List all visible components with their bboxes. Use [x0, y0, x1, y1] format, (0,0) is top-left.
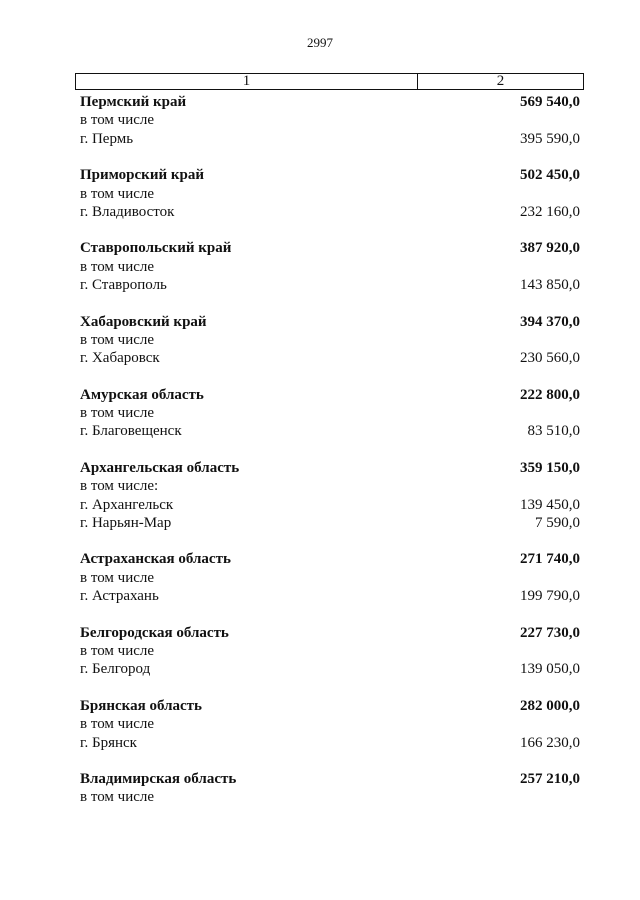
- subtitle-label: в том числе: [80, 716, 155, 733]
- region-block: [80, 239, 580, 294]
- city-value: 139 050,0: [520, 661, 580, 678]
- region-block: [80, 93, 580, 148]
- city-value: 139 450,0: [520, 496, 580, 513]
- subtitle-label: в том числе: [80, 569, 155, 586]
- region-name: Хабаровский край: [80, 313, 207, 330]
- subtitle-row: [80, 642, 580, 660]
- region-row: [80, 624, 580, 642]
- region-block: [80, 166, 580, 221]
- region-name: Приморский край: [80, 167, 204, 184]
- region-block: [80, 313, 580, 368]
- region-block: [80, 386, 580, 441]
- region-row: [80, 459, 580, 477]
- subtitle-row: [80, 185, 580, 203]
- subtitle-label: в том числе: [80, 331, 155, 348]
- region-row: [80, 313, 580, 331]
- region-row: [80, 239, 580, 257]
- city-name: г. Ставрополь: [80, 277, 167, 294]
- region-name: Владимирская область: [80, 770, 237, 787]
- city-name: г. Архангельск: [80, 496, 174, 513]
- subtitle-label: в том числе: [80, 405, 155, 422]
- subtitle-row: [80, 477, 580, 495]
- column-header-1: 1: [76, 74, 418, 89]
- region-total: 359 150,0: [520, 459, 580, 476]
- region-total: 502 450,0: [520, 167, 580, 184]
- region-total: 387 920,0: [520, 240, 580, 257]
- subtitle-label: в том числе: [80, 258, 155, 275]
- region-name: Архангельская область: [80, 459, 240, 476]
- region-block: [80, 459, 580, 533]
- city-value: 199 790,0: [520, 588, 580, 605]
- city-value: 395 590,0: [520, 130, 580, 147]
- city-value: 83 510,0: [527, 423, 580, 440]
- city-row: [80, 422, 580, 440]
- region-block: [80, 550, 580, 605]
- subtitle-row: [80, 715, 580, 733]
- city-row: [80, 203, 580, 221]
- region-total: 569 540,0: [520, 94, 580, 110]
- subtitle-label: в том числе: [80, 112, 155, 129]
- city-row: [80, 514, 580, 532]
- region-total: 271 740,0: [520, 551, 580, 568]
- city-row: [80, 130, 580, 148]
- region-row: [80, 550, 580, 568]
- region-name: Амурская область: [80, 386, 204, 403]
- region-row: [80, 697, 580, 715]
- city-row: [80, 349, 580, 367]
- city-value: 143 850,0: [520, 277, 580, 294]
- city-value: 230 560,0: [520, 350, 580, 367]
- city-row: [80, 660, 580, 678]
- subtitle-row: [80, 404, 580, 422]
- region-total: 227 730,0: [520, 624, 580, 641]
- city-name: г. Хабаровск: [80, 350, 160, 367]
- subtitle-label: в том числе: [80, 185, 155, 202]
- city-row: [80, 496, 580, 514]
- region-name: Пермский край: [80, 94, 187, 110]
- city-name: г. Владивосток: [80, 203, 175, 220]
- city-value: 232 160,0: [520, 203, 580, 220]
- region-block: [80, 770, 580, 807]
- region-total: 394 370,0: [520, 313, 580, 330]
- region-row: [80, 93, 580, 111]
- subtitle-label: в том числе: [80, 789, 155, 806]
- subtitle-row: [80, 569, 580, 587]
- city-name: г. Благовещенск: [80, 423, 182, 440]
- city-value: 166 230,0: [520, 734, 580, 751]
- region-block: [80, 697, 580, 752]
- region-name: Белгородская область: [80, 624, 229, 641]
- city-name: г. Нарьян-Мар: [80, 515, 172, 532]
- region-row: [80, 770, 580, 788]
- city-name: г. Астрахань: [80, 588, 159, 605]
- column-header-2: 2: [496, 73, 505, 89]
- city-name: г. Пермь: [80, 130, 134, 147]
- page-number: 2997: [307, 35, 333, 50]
- column-header-row: [75, 73, 584, 90]
- region-name: Ставропольский край: [80, 240, 232, 257]
- region-row: [80, 386, 580, 404]
- city-name: г. Белгород: [80, 661, 151, 678]
- city-row: [80, 587, 580, 605]
- region-name: Брянская область: [80, 697, 202, 714]
- region-total: 282 000,0: [520, 697, 580, 714]
- subtitle-row: [80, 788, 580, 806]
- subtitle-row: [80, 331, 580, 349]
- city-row: [80, 734, 580, 752]
- region-total: 222 800,0: [520, 386, 580, 403]
- region-row: [80, 166, 580, 184]
- region-total: 257 210,0: [520, 770, 580, 787]
- city-row: [80, 276, 580, 294]
- table-body: [80, 93, 580, 825]
- city-value: 7 590,0: [535, 515, 580, 532]
- subtitle-row: [80, 111, 580, 129]
- city-name: г. Брянск: [80, 734, 137, 751]
- region-name: Астраханская область: [80, 551, 231, 568]
- subtitle-label: в том числе:: [80, 478, 159, 495]
- subtitle-label: в том числе: [80, 642, 155, 659]
- subtitle-row: [80, 258, 580, 276]
- region-block: [80, 624, 580, 679]
